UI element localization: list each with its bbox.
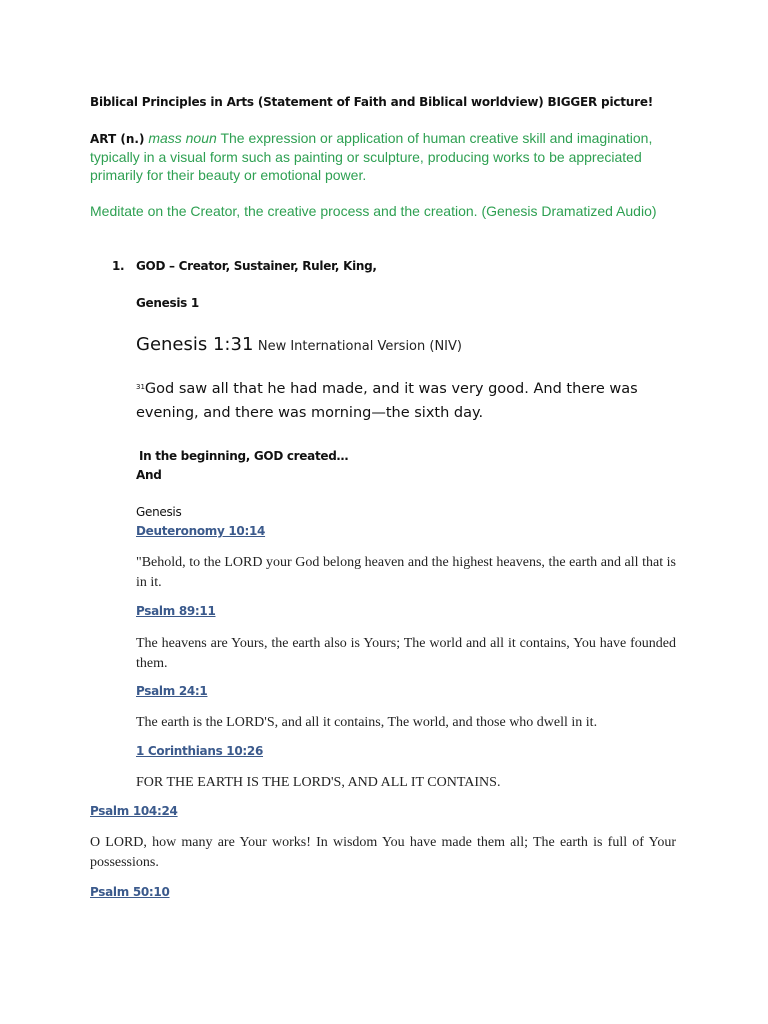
ref-link-1-corinthians-10-26[interactable]: 1 Corinthians 10:26: [136, 744, 264, 758]
meditate-note: Meditate on the Creator, the creative process and the creation. (Genesis Dramatized Audio): [90, 203, 657, 219]
definition-term: ART (n.): [90, 132, 145, 146]
genesis-label: Genesis: [136, 505, 182, 519]
niv-version: New International Version (NIV): [257, 339, 462, 354]
definition-text: The expression or application of human creative skill and imagination, typically in a visual form such as painting or sculpture, producing works to be appreciated primarily for their beauty or emotional power.: [90, 130, 653, 183]
list-number: 1.: [112, 259, 125, 273]
passage-text: FOR THE EARTH IS THE LORD'S, AND ALL IT CONTAINS.: [136, 775, 501, 790]
definition-part-of-speech: mass noun: [148, 130, 217, 146]
ref-link-psalm-89-11[interactable]: Psalm 89:11: [136, 604, 216, 618]
list-item-god: GOD – Creator, Sustainer, Ruler, King,: [136, 259, 377, 273]
in-the-beginning-line: In the beginning, GOD created…: [139, 449, 349, 463]
genesis-1-label: Genesis 1: [136, 296, 199, 310]
verse-number: 31: [136, 383, 145, 391]
verse-text: God saw all that he had made, and it was very good. And there was evening, and there was morning—the sixth day.: [136, 381, 638, 421]
ref-link-psalm-50-10[interactable]: Psalm 50:10: [90, 885, 170, 899]
ref-link-psalm-24-1[interactable]: Psalm 24:1: [136, 684, 208, 698]
document-heading: Biblical Principles in Arts (Statement of Faith and Biblical worldview) BIGGER picture!: [90, 95, 654, 109]
ref-link-deuteronomy-10-14[interactable]: Deuteronomy 10:14: [136, 524, 266, 538]
passage-text: The earth is the LORD'S, and all it contains, The world, and those who dwell in it.: [136, 715, 598, 730]
ref-link-psalm-104-24[interactable]: Psalm 104:24: [90, 804, 178, 818]
passage-text: "Behold, to the LORD your God belong heaven and the highest heavens, the earth and all that is in it.: [136, 555, 676, 590]
and-label: And: [136, 468, 162, 482]
passage-text: The heavens are Yours, the earth also is Yours; The world and all it contains, You have founded them.: [136, 636, 676, 671]
niv-reference-heading: [136, 334, 462, 355]
niv-reference: Genesis 1:31: [136, 334, 254, 355]
art-definition: [90, 129, 660, 184]
niv-verse: [136, 375, 676, 425]
passage-text: O LORD, how many are Your works! In wisdom You have made them all; The earth is full of Your possessions.: [90, 835, 676, 870]
